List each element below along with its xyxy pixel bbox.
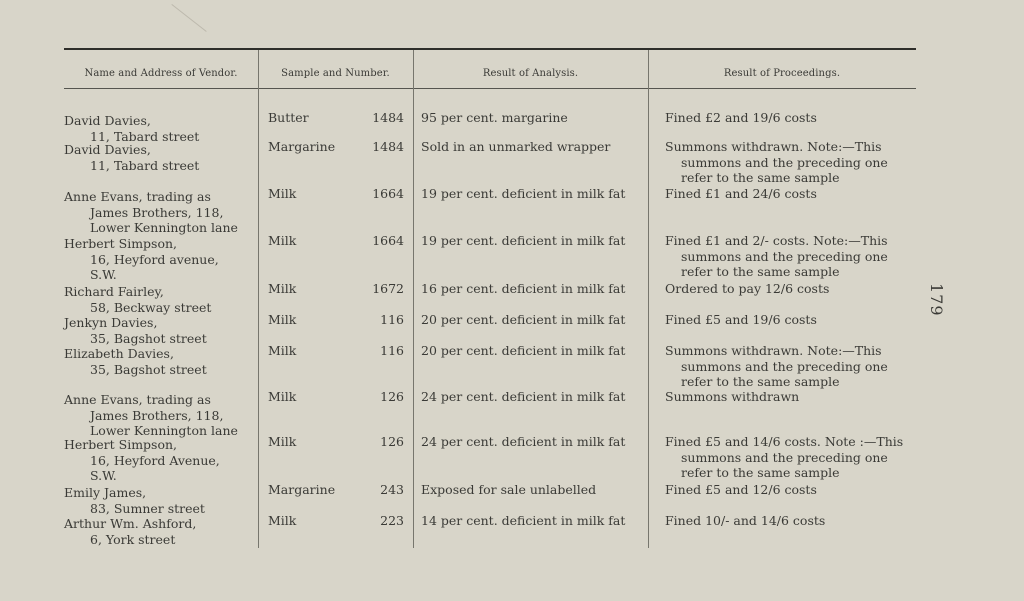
vendor-line: Lower Kennington lane xyxy=(90,423,238,438)
vendor-cell xyxy=(64,392,238,439)
vendor-cell xyxy=(64,437,220,484)
vendor-line: S.W. xyxy=(90,267,117,282)
vendor-line: Lower Kennington lane xyxy=(90,220,238,235)
analysis-cell: 20 per cent. deficient in milk fat xyxy=(421,343,626,358)
sample-cell: Milk xyxy=(268,343,297,358)
vendor-line: 11, Tabard street xyxy=(90,157,200,173)
proceedings-line: Fined 10/- and 14/6 costs xyxy=(665,513,826,528)
vendor-line: Herbert Simpson, xyxy=(64,236,178,251)
header-bottom-rule xyxy=(64,88,916,89)
column-divider xyxy=(413,50,414,548)
proceedings-line: Ordered to pay 12/6 costs xyxy=(665,281,830,296)
proceedings-cell xyxy=(665,186,817,202)
proceedings-line: Fined £5 and 12/6 costs xyxy=(665,482,817,497)
sample-number: 116 xyxy=(380,312,404,327)
header-proceedings: Result of Proceedings. xyxy=(723,67,841,79)
sample-number: 243 xyxy=(380,482,404,497)
proceedings-line: Fined £1 and 2/- costs. Note:—This xyxy=(665,233,888,248)
sample-number: 126 xyxy=(380,434,404,449)
proceedings-cell xyxy=(665,233,888,280)
proceedings-line: Fined £5 and 14/6 costs. Note :—This xyxy=(665,434,904,449)
proceedings-line: Fined £2 and 19/6 costs xyxy=(665,110,817,125)
sample-cell: Milk xyxy=(268,389,297,404)
proceedings-line: refer to the same sample xyxy=(681,465,840,480)
sample-cell: Butter xyxy=(268,110,309,125)
proceedings-line: refer to the same sample xyxy=(681,170,840,185)
vendor-line: 83, Sumner street xyxy=(90,500,205,516)
vendor-cell xyxy=(64,315,207,346)
header-sample: Sample and Number. xyxy=(281,67,390,79)
sample-number: 1484 xyxy=(372,110,404,125)
table-top-rule xyxy=(64,48,916,50)
vendor-line: S.W. xyxy=(90,468,117,483)
sample-cell: Margarine xyxy=(268,482,336,497)
proceedings-line: Fined £5 and 19/6 costs xyxy=(665,312,817,327)
vendor-cell xyxy=(64,346,207,377)
sample-number: 1484 xyxy=(372,139,404,154)
vendor-cell xyxy=(64,284,211,315)
proceedings-cell xyxy=(665,139,888,186)
sample-number: 116 xyxy=(380,343,404,358)
column-divider xyxy=(648,50,649,548)
analysis-cell: 24 per cent. deficient in milk fat xyxy=(421,434,626,449)
analysis-cell: 16 per cent. deficient in milk fat xyxy=(421,281,626,296)
sample-number: 223 xyxy=(380,513,404,528)
vendor-line: Arthur Wm. Ashford, xyxy=(64,516,197,531)
proceedings-line: Fined £1 and 24/6 costs xyxy=(665,186,817,201)
proceedings-cell xyxy=(665,513,825,529)
vendor-cell xyxy=(64,516,196,547)
vendor-line: 16, Heyford avenue, xyxy=(90,251,219,267)
proceedings-cell xyxy=(665,281,829,297)
vendor-line: Emily James, xyxy=(64,485,147,500)
proceedings-line: refer to the same sample xyxy=(681,264,840,279)
proceedings-line: summons and the preceding one xyxy=(681,449,888,465)
sample-cell: Milk xyxy=(268,233,297,248)
vendor-line: James Brothers, 118, xyxy=(90,407,224,423)
vendor-line: Jenkyn Davies, xyxy=(64,315,158,330)
vendor-line: 16, Heyford Avenue, xyxy=(90,452,220,468)
proceedings-cell xyxy=(665,434,903,481)
vendor-cell xyxy=(64,113,199,144)
vendor-line: David Davies, xyxy=(64,142,151,157)
sample-number: 1664 xyxy=(372,186,404,201)
vendor-line: James Brothers, 118, xyxy=(90,204,224,220)
sample-number: 1664 xyxy=(372,233,404,248)
vendor-line: Elizabeth Davies, xyxy=(64,346,174,361)
sample-cell: Milk xyxy=(268,186,297,201)
proceedings-cell xyxy=(665,389,799,405)
analysis-cell: 20 per cent. deficient in milk fat xyxy=(421,312,626,327)
vendor-line: 35, Bagshot street xyxy=(90,330,207,346)
sample-number: 126 xyxy=(380,389,404,404)
sample-cell: Milk xyxy=(268,281,297,296)
vendor-line: David Davies, xyxy=(64,113,151,128)
proceedings-cell xyxy=(665,312,817,328)
vendor-line: Anne Evans, trading as xyxy=(64,189,211,204)
analysis-cell: 19 per cent. deficient in milk fat xyxy=(421,186,626,201)
proceedings-cell xyxy=(665,110,817,126)
vendor-cell xyxy=(64,142,199,173)
vendor-cell xyxy=(64,189,238,236)
column-divider xyxy=(258,50,259,548)
sample-number: 1672 xyxy=(372,281,404,296)
proceedings-line: Summons withdrawn xyxy=(665,389,800,404)
sample-cell: Milk xyxy=(268,513,297,528)
analysis-cell: 95 per cent. margarine xyxy=(421,110,568,125)
vendor-cell xyxy=(64,485,205,516)
vendor-line: 11, Tabard street xyxy=(90,128,200,144)
proceedings-cell xyxy=(665,343,888,390)
vendor-cell xyxy=(64,236,219,283)
vendor-line: 6, York street xyxy=(90,531,176,547)
sample-cell: Margarine xyxy=(268,139,336,154)
analysis-cell: Sold in an unmarked wrapper xyxy=(421,139,611,154)
header-vendor: Name and Address of Vendor. xyxy=(84,67,238,79)
sample-cell: Milk xyxy=(268,312,297,327)
analysis-cell: 19 per cent. deficient in milk fat xyxy=(421,233,626,248)
analysis-cell: 24 per cent. deficient in milk fat xyxy=(421,389,626,404)
proceedings-line: summons and the preceding one xyxy=(681,358,888,374)
sample-cell: Milk xyxy=(268,434,297,449)
paper-crease xyxy=(171,4,206,32)
proceedings-line: refer to the same sample xyxy=(681,374,840,389)
vendor-line: Herbert Simpson, xyxy=(64,437,178,452)
vendor-line: 58, Beckway street xyxy=(90,299,212,315)
proceedings-line: summons and the preceding one xyxy=(681,248,888,264)
proceedings-line: summons and the preceding one xyxy=(681,154,888,170)
proceedings-line: Summons withdrawn. Note:—This xyxy=(665,139,882,154)
vendor-line: 35, Bagshot street xyxy=(90,361,207,377)
vendor-line: Richard Fairley, xyxy=(64,284,164,299)
proceedings-line: Summons withdrawn. Note:—This xyxy=(665,343,882,358)
proceedings-cell xyxy=(665,482,817,498)
analysis-cell: 14 per cent. deficient in milk fat xyxy=(421,513,626,528)
vendor-line: Anne Evans, trading as xyxy=(64,392,211,407)
page-number: 179 xyxy=(927,283,946,317)
header-analysis: Result of Analysis. xyxy=(482,67,579,79)
analysis-cell: Exposed for sale unlabelled xyxy=(421,482,597,497)
